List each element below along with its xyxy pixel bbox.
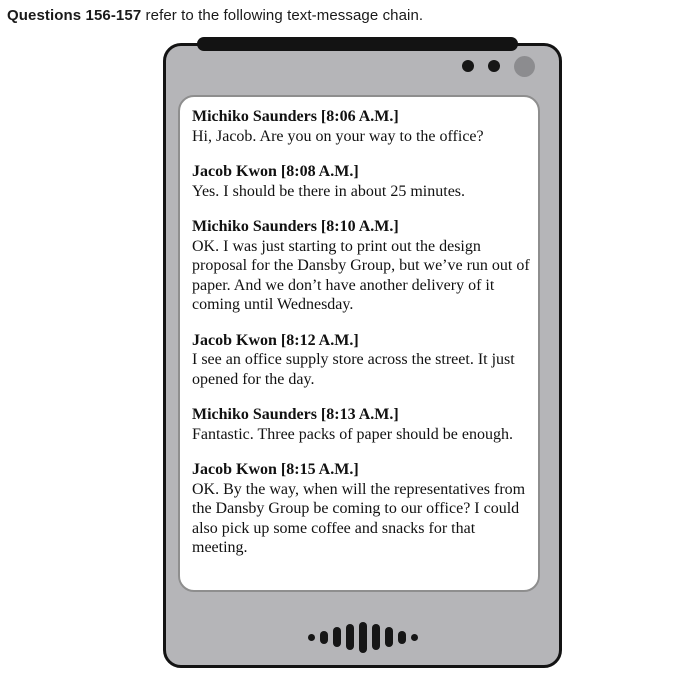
question-description: refer to the following text-message chain. xyxy=(141,7,424,24)
message-time: [8:13 A.M.] xyxy=(320,406,399,423)
message-time: [8:15 A.M.] xyxy=(280,461,359,478)
message-sender: Jacob Kwon xyxy=(192,331,277,349)
message-block xyxy=(192,405,530,444)
message-time: [8:08 A.M.] xyxy=(280,163,359,180)
speaker-bar xyxy=(346,624,354,650)
phone-earpiece-bar xyxy=(197,37,518,51)
message-screen xyxy=(178,95,540,592)
message-block xyxy=(192,331,530,390)
speaker-bar xyxy=(359,622,367,653)
message-time: [8:12 A.M.] xyxy=(280,331,359,349)
message-block xyxy=(192,460,530,558)
message-sender: Michiko Saunders xyxy=(192,218,317,235)
sensor-dot-icon xyxy=(462,60,474,72)
speaker-dot xyxy=(308,634,315,641)
message-text: Yes. I should be there in about 25 minutes. xyxy=(192,182,466,200)
speaker-dot xyxy=(411,634,418,641)
message-header xyxy=(192,405,530,425)
speaker-bar xyxy=(372,624,380,650)
speaker-bar xyxy=(398,631,406,644)
message-time: [8:10 A.M.] xyxy=(320,218,399,235)
message-header xyxy=(192,107,530,127)
question-header xyxy=(7,7,423,24)
question-range: Questions 156-157 xyxy=(7,7,142,24)
message-text: Hi, Jacob. Are you on your way to the office? xyxy=(192,127,484,145)
camera-lens-icon xyxy=(514,56,535,77)
message-text: OK. By the way, when will the representatives from the Dansby Group be coming to our office? I could also pick up some coffee and snacks for that meeting. xyxy=(192,480,526,556)
message-header xyxy=(192,162,530,182)
message-text: I see an office supply store across the street. It just opened for the day. xyxy=(192,351,515,388)
speaker-bar xyxy=(333,627,341,647)
speaker-icon xyxy=(308,621,418,653)
message-block xyxy=(192,162,530,201)
message-block xyxy=(192,217,530,315)
phone-sensor-row xyxy=(462,55,535,77)
message-time: [8:06 A.M.] xyxy=(320,108,399,125)
phone-frame xyxy=(163,43,562,668)
message-sender: Jacob Kwon xyxy=(192,163,277,180)
message-header xyxy=(192,460,530,480)
speaker-bar xyxy=(320,631,328,644)
message-text: OK. I was just starting to print out the design proposal for the Dansby Group, but we’ve run out of paper. And we don’t have another delivery of it coming until Wednesday. xyxy=(192,237,530,313)
speaker-bar xyxy=(385,627,393,647)
message-sender: Jacob Kwon xyxy=(192,461,277,478)
message-header xyxy=(192,331,530,351)
message-text: Fantastic. Three packs of paper should be enough. xyxy=(192,425,513,443)
message-sender: Michiko Saunders xyxy=(192,406,317,423)
message-block xyxy=(192,107,530,146)
message-header xyxy=(192,217,530,237)
message-sender: Michiko Saunders xyxy=(192,108,317,125)
sensor-dot-icon xyxy=(488,60,500,72)
